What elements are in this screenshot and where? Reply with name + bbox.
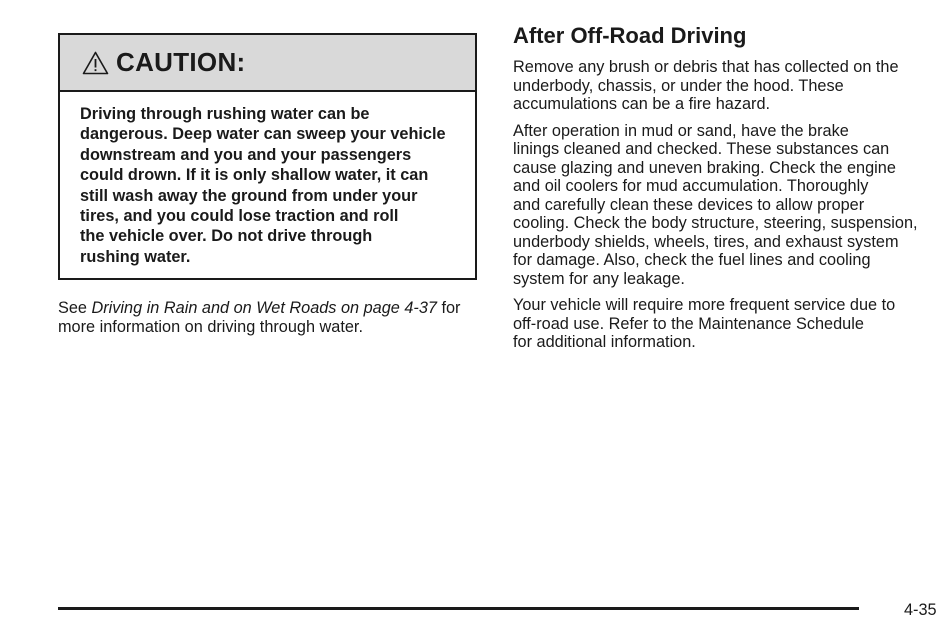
paragraph-line: underbody, chassis, or under the hood. These [513,76,844,95]
caution-line: dangerous. Deep water can sweep your vehicle [80,125,446,144]
paragraph-2 [513,122,943,289]
caution-line: downstream and you and your passengers [80,145,412,164]
see-suffix: for [436,299,461,317]
paragraph-line: and carefully clean these devices to allow proper [513,195,865,214]
caution-line: tires, and you could lose traction and roll [80,207,399,226]
page-number: 4-35 [904,601,937,619]
footer-rule [58,607,859,610]
caution-line: could drown. If it is only shallow water, it can [80,166,429,185]
caution-box [58,33,477,280]
paragraph-line: linings cleaned and checked. These substances can [513,140,890,158]
paragraph-line: accumulations can be a fire hazard. [513,95,771,113]
see-reference-line-1 [58,299,460,318]
paragraph-1 [513,58,943,114]
see-reference-line-2: more information on driving through water. [58,318,363,336]
caution-line: the vehicle over. Do not drive through [80,227,373,246]
paragraph-line: system for any leakage. [513,269,685,288]
caution-body [60,92,475,267]
paragraph-line: and oil coolers for mud accumulation. Thoroughly [513,177,869,195]
paragraph-line: Your vehicle will require more frequent service due to [513,296,896,314]
caution-line: Driving through rushing water can be [80,105,370,123]
paragraph-line: cooling. Check the body structure, steering, suspension, [513,214,918,232]
warning-triangle-icon [82,51,109,75]
paragraph-line: cause glazing and uneven braking. Check the engine [513,158,896,177]
paragraph-line: After operation in mud or sand, have the brake [513,121,849,140]
caution-line: still wash away the ground from under your [80,186,418,205]
paragraph-line: Remove any brush or debris that has collected on the [513,58,899,76]
paragraph-line: off-road use. Refer to the Maintenance Schedule [513,314,864,333]
right-column [513,22,943,360]
section-heading: After Off-Road Driving [513,23,747,48]
paragraph-3 [513,296,943,352]
paragraph-line: underbody shields, wheels, tires, and exhaust system [513,232,899,251]
caution-title: CAUTION: [116,47,246,77]
caution-header [60,35,475,92]
see-reference [58,299,460,337]
cross-reference-link[interactable]: Driving in Rain and on Wet Roads on page 4-37 [91,299,437,317]
paragraph-line: for additional information. [513,333,696,351]
paragraph-line: for damage. Also, check the fuel lines and cooling [513,251,871,269]
caution-line: rushing water. [80,247,191,266]
see-prefix: See [58,299,92,317]
